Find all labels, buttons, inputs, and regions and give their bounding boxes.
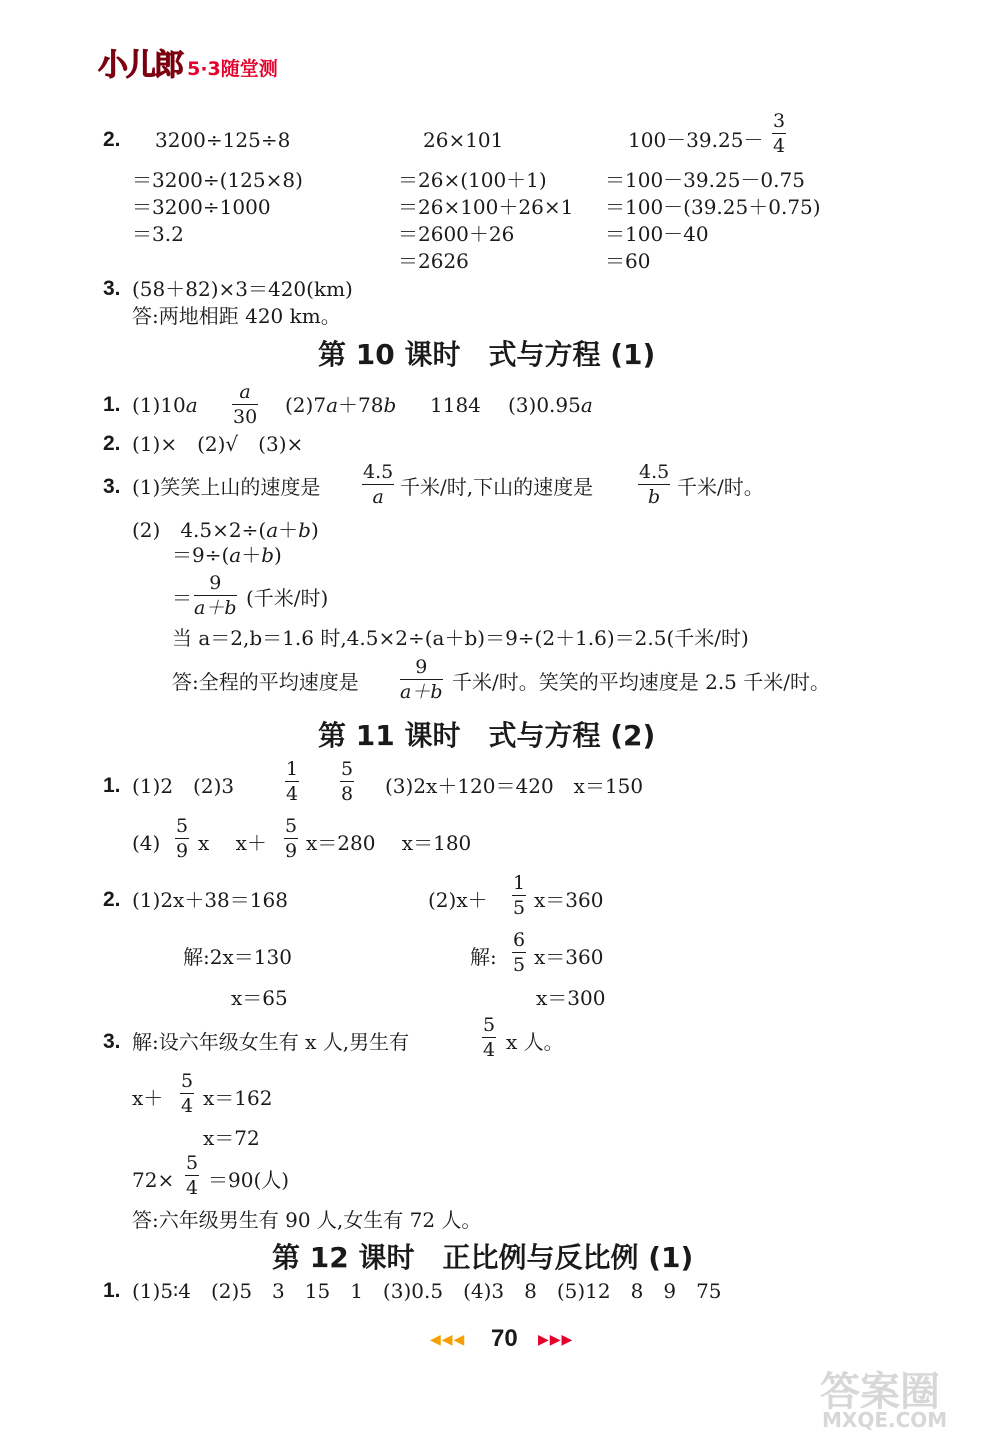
lesson10-title: 第 10 课时 式与方程 (1) [318, 338, 656, 371]
q2-col3-line3: ＝100－(39.25＋0.75) [605, 195, 821, 219]
page-right-arrows: ▶▶▶ [538, 1332, 574, 1348]
l11-q1-part-b: (3)2x＋120＝420 x＝150 [385, 774, 644, 798]
q3-answer: 答:两地相距 420 km。 [132, 304, 341, 328]
fraction-denominator: 8 [341, 783, 354, 805]
var-a: a [266, 518, 279, 542]
l10-q3-part2: 千米/时,下山的速度是 [400, 475, 594, 499]
logo-subtitle: 5·3随堂测 [187, 58, 278, 80]
l10-q3-answer-fraction [400, 656, 443, 703]
l10-q3-fraction1 [362, 461, 394, 508]
l12-q1-number: 1. [103, 1279, 121, 1302]
l11-q1-part-c-fraction2 [284, 815, 298, 862]
fraction-denominator: 9 [285, 840, 298, 862]
q2-col3-line2: ＝100－39.25－0.75 [605, 168, 805, 192]
l11-q3-fraction1 [482, 1014, 496, 1061]
l10-q3-line1-text: (2) 4.5×2÷( [132, 518, 267, 542]
l10-q1-number: 1. [103, 393, 121, 416]
l11-q2-right-fraction1 [512, 872, 526, 919]
var-b: b [261, 543, 275, 567]
l11-q3-part1: 解:设六年级女生有 x 人,男生有 [132, 1030, 410, 1054]
fraction-denominator: b [648, 486, 661, 508]
fraction-denominator: 4 [286, 783, 299, 805]
l11-q3-part1b: x 人。 [506, 1030, 564, 1054]
l11-q1-part-c-post: x＝280 x＝180 [306, 831, 472, 855]
q2-col3-fraction [772, 110, 786, 157]
l11-q1-part-c-mid: x x＋ [198, 831, 267, 855]
l10-q2-number: 2. [103, 432, 121, 455]
watermark-logo: 答案圈 [820, 1369, 940, 1415]
fraction-numerator: 5 [186, 1152, 199, 1174]
l10-q3-line3-eq: ＝ [172, 586, 192, 610]
l11-q2-right-line2-pre: 解: [470, 945, 497, 969]
l11-q2-left-line3: x＝65 [231, 986, 288, 1010]
l11-q3-line4-pre: 72× [132, 1168, 175, 1192]
q2-col2-line4: ＝2600＋26 [398, 222, 515, 246]
l10-q3-line3-unit: (千米/时) [246, 586, 329, 610]
l11-q2-number: 2. [103, 888, 121, 911]
l10-q3-answer-post: 千米/时。笑笑的平均速度是 2.5 千米/时。 [452, 670, 830, 694]
l10-q3-line2: ＝9÷(a＋b) [172, 543, 282, 567]
q2-col2-line3: ＝26×100＋26×1 [398, 195, 574, 219]
l11-q2-right-line1-pre: (2)x＋ [428, 888, 488, 912]
l11-q3-line4-post: ＝90(人) [208, 1168, 290, 1192]
page-left-arrows: ◀◀◀ [430, 1332, 466, 1348]
fraction-numerator: 5 [483, 1014, 496, 1036]
fraction-numerator: 3 [773, 110, 786, 132]
fraction-numerator: 5 [176, 815, 189, 837]
l11-q2-right-line1-post: x＝360 [534, 888, 604, 912]
l10-q3-number: 3. [103, 475, 121, 498]
q2-col2-line1: 26×101 [423, 128, 504, 152]
q2-col3-head: 100－39.25－ [628, 128, 764, 152]
l11-q1-part-c-fraction [175, 815, 189, 862]
var-a: a [326, 393, 338, 417]
fraction-numerator: 1 [286, 758, 299, 780]
fraction-numerator: 1 [513, 872, 526, 894]
q2-col2-line5: ＝2626 [398, 249, 469, 273]
l10-q3-part3: 千米/时。 [677, 475, 764, 499]
q2-col1-line1: 3200÷125÷8 [155, 128, 291, 152]
fraction-denominator: 9 [176, 840, 189, 862]
fraction-numerator: 4.5 [639, 461, 670, 483]
fraction-denominator: 5 [513, 897, 526, 919]
q3-number: 3. [103, 277, 121, 300]
l11-q3-line2-fraction [180, 1070, 194, 1117]
lesson12-title: 第 12 课时 正比例与反比例 (1) [272, 1241, 694, 1274]
q2-number: 2. [103, 128, 121, 151]
fraction-numerator: 5 [181, 1070, 194, 1092]
l10-q1-a-text: (1)10 [132, 393, 186, 417]
fraction-denominator: 4 [773, 135, 786, 157]
l11-q1-fraction1 [285, 758, 299, 805]
l10-q3-part1: (1)笑笑上山的速度是 [132, 475, 321, 499]
var-b: b [383, 393, 397, 417]
fraction-denominator: a＋b [400, 681, 443, 703]
l11-q3-line2-pre: x＋ [132, 1086, 164, 1110]
l11-q2-left-line1: (1)2x＋38＝168 [132, 888, 288, 912]
l10-q1-fraction [232, 381, 258, 428]
l11-q3-line3: x＝72 [203, 1126, 260, 1150]
l10-q2-text: (1)× (2)√ (3)× [132, 432, 304, 456]
l12-q1-text: (1)5∶4 (2)5 3 15 1 (3)0.5 (4)3 8 (5)12 8 9 75 [132, 1279, 722, 1303]
l10-q3-line1: (2) 4.5×2÷(a＋b) [132, 518, 319, 542]
lesson11-title: 第 11 课时 式与方程 (2) [318, 719, 656, 752]
l10-q1-b-text: (2)7 [285, 393, 327, 417]
fraction-denominator: a＋b [194, 597, 237, 619]
fraction-numerator: 9 [415, 656, 428, 678]
fraction-numerator: a [239, 381, 251, 403]
q2-col3-line4: ＝100－40 [605, 222, 709, 246]
fraction-numerator: 6 [513, 929, 526, 951]
l11-q3-answer: 答:六年级男生有 90 人,女生有 72 人。 [132, 1208, 482, 1232]
l10-q1-d-text: (3)0.95 [508, 393, 581, 417]
brand-logo [98, 40, 278, 84]
l11-q2-right-fraction2 [512, 929, 526, 976]
fraction-denominator: 30 [233, 406, 258, 428]
watermark-url: MXQE.COM [822, 1408, 948, 1432]
q2-col1-line2: ＝3200÷(125×8) [132, 168, 303, 192]
fraction-numerator: 9 [209, 572, 222, 594]
l10-q3-fraction2 [638, 461, 670, 508]
l11-q3-number: 3. [103, 1030, 121, 1053]
fraction-denominator: 4 [483, 1039, 496, 1061]
l10-q3-line4: 当 a＝2,b＝1.6 时,4.5×2÷(a＋b)＝9÷(2＋1.6)＝2.5(千米/时) [172, 626, 749, 650]
var-a: a [580, 393, 593, 417]
fraction-denominator: 5 [513, 954, 526, 976]
l10-q1-b2-text: ＋78 [338, 393, 384, 417]
l11-q2-right-line3: x＝300 [536, 986, 606, 1010]
fraction-numerator: 4.5 [363, 461, 394, 483]
q2-col1-line3: ＝3200÷1000 [132, 195, 271, 219]
l10-q1-part-b [285, 393, 396, 417]
l11-q2-left-line2: 解:2x＝130 [183, 945, 292, 969]
logo-text: 小儿郎 [98, 48, 182, 83]
l11-q1-number: 1. [103, 774, 121, 797]
l11-q1-part-a: (1)2 (2)3 [132, 774, 235, 798]
fraction-denominator: 4 [181, 1095, 194, 1117]
var-a: a [229, 543, 242, 567]
fraction-denominator: 4 [186, 1177, 199, 1199]
l11-q2-right-line2-post: x＝360 [534, 945, 604, 969]
l11-q3-line4-fraction [185, 1152, 199, 1199]
l11-q3-line2-post: x＝162 [203, 1086, 273, 1110]
l10-q3-answer-pre: 答:全程的平均速度是 [172, 670, 359, 694]
page-number: 70 [491, 1325, 518, 1352]
l10-q1-part-a [132, 393, 198, 417]
l10-q1-part-d [508, 393, 593, 417]
l10-q3-line3-fraction [194, 572, 237, 619]
q2-col1-line4: ＝3.2 [132, 222, 184, 246]
fraction-numerator: 5 [285, 815, 298, 837]
l11-q1-fraction2 [340, 758, 354, 805]
var-b: b [298, 518, 311, 542]
q3-line1: (58＋82)×3＝420(km) [132, 277, 353, 301]
l10-q1-a-var: a [185, 393, 198, 417]
l10-q3-line2-text: ＝9÷( [172, 543, 230, 567]
q2-col2-line2: ＝26×(100＋1) [398, 168, 547, 192]
l11-q1-part-c-pre: (4) [132, 831, 161, 855]
l10-q1-part-c: 1184 [430, 393, 481, 417]
q2-col3-line5: ＝60 [605, 249, 651, 273]
fraction-numerator: 5 [341, 758, 354, 780]
fraction-denominator: a [372, 486, 384, 508]
